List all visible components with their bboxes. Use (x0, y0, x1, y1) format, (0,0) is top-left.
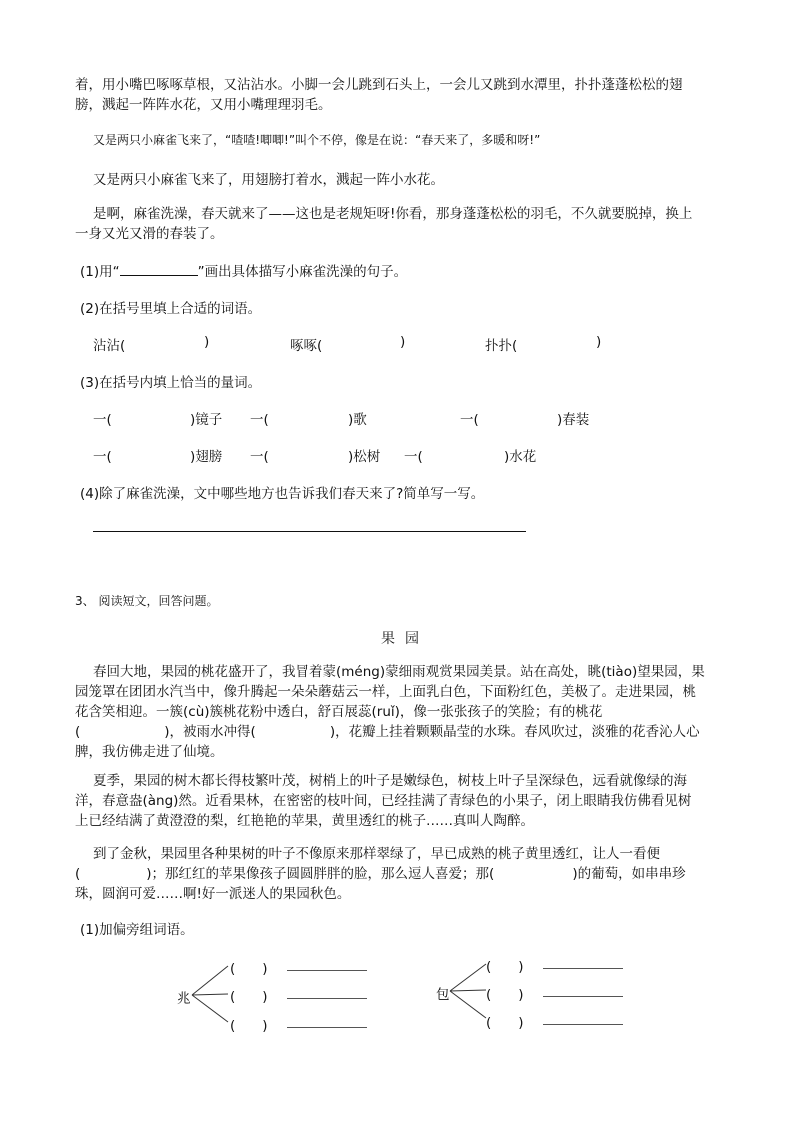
branch-arm (450, 991, 486, 1018)
q3-measure-5: 一( (250, 449, 269, 465)
branch-arm (450, 964, 486, 991)
answer-line[interactable] (287, 998, 367, 999)
article-paragraph-2 (75, 771, 725, 831)
article-question-1: (1)加偏旁组词语。 (80, 922, 194, 938)
q2-word-3: 扑扑( (485, 338, 518, 354)
text-line: 膀，溅起一阵阵水花，又用小嘴理理羽毛。 (75, 97, 332, 113)
slot: ( ) (230, 961, 268, 977)
q3-noun-1: )镜子 (190, 412, 223, 428)
q3-measure-6: 一( (404, 449, 423, 465)
article-title: 果园 (381, 631, 429, 647)
slot: ( ) (486, 1015, 524, 1031)
radical-char-2: 包 (436, 987, 450, 1003)
passage-paragraph-2: 又是两只小麻雀飞来了，“喳喳!唧唧!”叫个不停，像是在说：“春天来了，多暖和呀!” (93, 133, 541, 147)
text-line: 脾，我仿佛走进了仙境。 (75, 744, 224, 760)
q3-noun-4: )翅膀 (190, 449, 223, 465)
text-line: 花含笑相迎。一簇(cù)簇桃花粉中透白，舒百展蕊(ruǐ)，像一张张孩子的笑脸；有的桃花 (75, 704, 603, 720)
branch-lines-2 (448, 958, 488, 1028)
section-3-heading: 3、 阅读短文，回答问题。 (75, 594, 219, 608)
q3-measure-2: 一( (250, 412, 269, 428)
radical-char-1: 兆 (177, 991, 191, 1007)
branch-arm (192, 966, 228, 995)
q2-close-paren: ) (596, 334, 602, 350)
branch-arm (192, 995, 228, 1022)
slot: ( ) (486, 959, 524, 975)
question-1-suffix: ”画出具体描写小麻雀洗澡的句子。 (197, 264, 408, 280)
branch-arm (192, 994, 228, 995)
q2-word-1: 沾沾( (93, 338, 126, 354)
text-line: 园笼罩在团团水汽当中，像升腾起一朵朵蘑菇云一样，上面乳白色，下面粉红色，美极了。走进果园，桃 (75, 684, 696, 700)
text-line: 春回大地，果园的桃花盛开了，我冒着蒙(méng)蒙细雨观赏果园美景。站在高处，眺(tiào)望果园，果 (93, 664, 705, 680)
slot: ( ) (230, 1018, 268, 1034)
passage-paragraph-1 (75, 75, 725, 115)
q2-word-2: 啄啄( (290, 338, 323, 354)
answer-line[interactable] (93, 531, 526, 532)
article-paragraph-1 (75, 662, 725, 762)
text-line: 着，用小嘴巴啄啄草根，又沾沾水。小脚一会儿跳到石头上，一会儿又跳到水潭里，扑扑蓬蓬松松的翅 (75, 77, 683, 93)
q2-close-paren: ) (400, 334, 406, 350)
question-4: (4)除了麻雀洗澡，文中哪些地方也告诉我们春天来了?简单写一写。 (80, 486, 485, 502)
text-line: ( )；那红红的苹果像孩子圆圆胖胖的脸，那么逗人喜爱；那( )的葡萄，如串串珍 (75, 866, 686, 882)
question-1 (80, 260, 407, 280)
text-line: 洋，春意盎(àng)然。近看果林，在密密的枝叶间，已经挂满了青绿色的小果子，闭上眼睛我仿佛看见树 (75, 793, 692, 809)
passage-paragraph-3: 又是两只小麻雀飞来了，用翅膀打着水，溅起一阵小水花。 (93, 172, 444, 188)
answer-line[interactable] (543, 1024, 623, 1025)
q3-noun-6: )水花 (504, 449, 537, 465)
text-line: 夏季，果园的树木都长得枝繁叶茂，树梢上的叶子是嫩绿色，树枝上叶子呈深绿色，远看就像绿的海 (93, 773, 687, 789)
answer-line[interactable] (287, 970, 367, 971)
article-paragraph-3 (75, 844, 725, 904)
branch-arm (450, 990, 486, 991)
q3-noun-3: )春装 (557, 412, 590, 428)
text-line: 到了金秋，果园里各种果树的叶子不像原来那样翠绿了，早已成熟的桃子黄里透红，让人一看便 (93, 846, 660, 862)
text-line: 珠，圆润可爱……啊!好一派迷人的果园秋色。 (75, 886, 351, 902)
underline-sample (120, 263, 198, 276)
slot: ( ) (230, 989, 268, 1005)
text-line: ( )，被雨水冲得( )，花瓣上挂着颗颗晶莹的水珠。春风吹过，淡雅的花香沁人心 (75, 724, 700, 740)
q2-close-paren: ) (204, 334, 210, 350)
question-3: (3)在括号内填上恰当的量词。 (80, 375, 262, 391)
passage-paragraph-4 (75, 204, 725, 244)
q3-measure-4: 一( (93, 449, 112, 465)
answer-line[interactable] (287, 1027, 367, 1028)
q3-measure-1: 一( (93, 412, 112, 428)
q3-noun-5: )松树 (348, 449, 381, 465)
text-line: 是啊，麻雀洗澡，春天就来了——这也是老规矩呀!你看，那身蓬蓬松松的羽毛，不久就要脱掉，换上 (93, 206, 693, 222)
answer-line[interactable] (543, 996, 623, 997)
q3-noun-2: )歌 (348, 412, 367, 428)
answer-line[interactable] (543, 968, 623, 969)
text-line: 上已经结满了黄澄澄的梨，红艳艳的苹果，黄里透红的桃子……真叫人陶醉。 (75, 813, 534, 829)
question-1-prefix: (1)用“ (80, 264, 120, 280)
branch-lines-1 (190, 960, 230, 1030)
text-line: 一身又光又滑的春装了。 (75, 226, 224, 242)
question-2: (2)在括号里填上合适的词语。 (80, 301, 262, 317)
slot: ( ) (486, 987, 524, 1003)
q3-measure-3: 一( (460, 412, 479, 428)
